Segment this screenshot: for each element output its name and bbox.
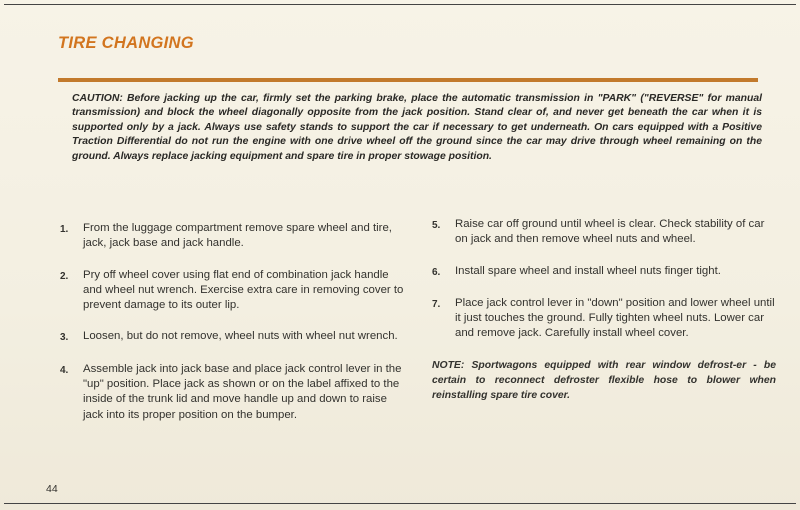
step-number: 3. [60, 332, 69, 344]
section-title: TIRE CHANGING [58, 34, 194, 52]
step-text: Loosen, but do not remove, wheel nuts with wheel nut wrench. [83, 330, 398, 343]
step-number: 2. [60, 270, 69, 282]
step-item [432, 217, 776, 248]
step-item [432, 296, 776, 342]
step-text: Pry off wheel cover using flat end of combination jack handle and wheel nut wrench. Exercise extra care in removing cover to prevent damage to its outer lip. [83, 268, 404, 312]
step-number: 7. [432, 298, 441, 310]
step-item [432, 264, 776, 280]
title-underline [58, 78, 758, 82]
step-item [60, 268, 404, 314]
step-number: 5. [432, 220, 441, 231]
step-number: 1. [60, 224, 69, 235]
steps-left-column [60, 221, 404, 439]
caution-paragraph: CAUTION: Before jacking up the car, firmly set the parking brake, place the automatic transmission in "PARK" ("REVERSE" for manual transmission) and block the wheel diagonally opposite from the jack position. Stand clear of, and never get beneath the car when it is supported only by a jack. Always use safety stands to support the car if necessary to get underneath. On cars equipped with a Positive Traction Differential do not run the engine with one drive wheel off the ground since the car may drive through wheel remaining on the ground. Always replace jacking equipment and spare tire in proper stowage position. [72, 93, 762, 162]
steps-right-column [432, 217, 776, 403]
step-text: Place jack control lever in "down" position and lower wheel until it just touches the ground. Fully tighten wheel nuts. Lower car and remove jack. Carefully install wheel cover. [455, 296, 775, 340]
top-border-line [4, 4, 796, 5]
step-text: Raise car off ground until wheel is clear. Check stability of car on jack and then remove wheel nuts and wheel. [455, 218, 765, 246]
step-number: 6. [432, 266, 441, 278]
bottom-border-line [4, 503, 796, 504]
step-item [60, 221, 404, 252]
step-item [60, 362, 404, 423]
page-number: 44 [46, 483, 58, 495]
step-item [60, 329, 404, 345]
step-text: Assemble jack into jack base and place jack control lever in the "up" position. Place jack as shown or on the label affixed to the inside of the trunk lid and move handle up and down to raise jack into its proper position on the bumper. [83, 362, 402, 421]
step-text: Install spare wheel and install wheel nuts finger tight. [455, 264, 721, 277]
step-number: 4. [60, 364, 69, 376]
note-paragraph: NOTE: Sportwagons equipped with rear window defrost-er - be certain to reconnect defroster flexible hose to blower when reinstalling spare tire cover. [432, 359, 776, 401]
step-text: From the luggage compartment remove spare wheel and tire, jack, jack base and jack handle. [83, 222, 392, 250]
